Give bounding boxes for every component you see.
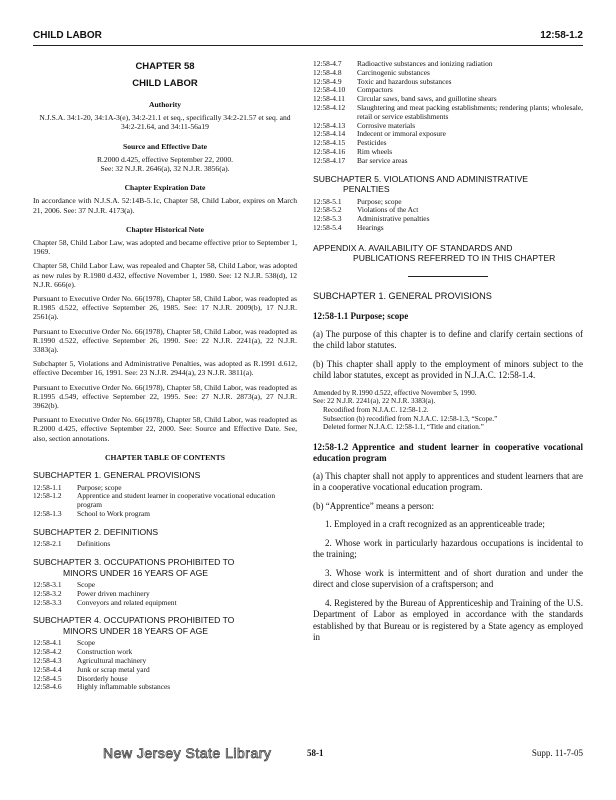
toc-item[interactable]: 12:58-3.2 Power driven machinery (33, 588, 150, 598)
toc-item[interactable]: 12:58-4.4 Junk or scrap metal yard (33, 664, 150, 674)
toc-item[interactable]: 12:58-4.17 Bar service areas (313, 155, 408, 165)
page-footer (33, 745, 583, 765)
expiration-text: In accordance with N.J.S.A. 52:14B-5.1c, Chapter 58, Child Labor, expires on March 21, 2006. See: 37 N.J.R. 4173(a). (33, 196, 297, 215)
toc-item[interactable]: 12:58-5.4 Hearings (313, 222, 384, 232)
section-paragraph: 3. Whose work is intermittent and of short duration and under the direct and close supervision of a craftsperson; and (313, 567, 583, 590)
toc-subchapter-title[interactable]: SUBCHAPTER 3. OCCUPATIONS PROHIBITED TO MINORS UNDER 16 YEARS OF AGE (33, 557, 235, 578)
section-paragraph: 1. Employed in a craft recognized as an apprenticeable trade; (325, 519, 545, 530)
toc-appendix[interactable]: APPENDIX A. AVAILABILITY OF STANDARDS AND PUBLICATIONS REFERRED TO IN THIS CHAPTER (313, 242, 556, 264)
running-header (33, 30, 583, 44)
history-note: Pursuant to Executive Order No. 66(1978), Chapter 58, Child Labor, was readopted as R.1990 d.522, effective September 26, 1990. See: 22 N.J.R. 2241(a), 22 N.J.R. 3383(a). (33, 326, 297, 355)
toc-item[interactable]: 12:58-4.1 Scope (33, 638, 96, 648)
supplement-date: Supp. 11-7-05 (531, 748, 583, 758)
source-heading: Source and Effective Date (122, 141, 207, 151)
section-12-58-1-1 (313, 311, 583, 382)
toc-item[interactable]: 12:58-4.14 Indecent or immoral exposure (313, 129, 446, 139)
authority-heading: Authority (148, 100, 182, 109)
toc-item[interactable]: 12:58-4.8 Carcinogenic substances (313, 67, 430, 77)
page-number: 58-1 (307, 748, 324, 758)
toc-item[interactable]: 12:58-4.6 Highly inflammable substances (33, 682, 171, 692)
toc-item[interactable]: 12:58-4.13 Corrosive materials (313, 120, 416, 130)
section-paragraph: (b) “Apprentice” means a person: (313, 500, 434, 511)
history-note: Pursuant to Executive Order No. 66(1978), Chapter 58, Child Labor, was readopted as R.1985 d.522, effective September 26, 1985. See: 17 N.J.R. 2009(b), 17 N.J.R. 2561(a). (33, 294, 297, 322)
header-rule (33, 45, 583, 46)
section-12-58-1-2 (313, 442, 583, 644)
toc-item[interactable]: 12:58-4.2 Construction work (33, 647, 133, 657)
history-note: Pursuant to Executive Order No. 66(1978), Chapter 58, Child Labor, was readopted as R.1995 d.549, effective September 22, 1995. See: 27 N.J.R. 2873(a), 27 N.J.R. 3962(b). (33, 382, 297, 411)
toc-item[interactable]: 12:58-1.2 Apprentice and student learner in cooperative vocational education program (33, 491, 276, 510)
history-note: Subchapter 5, Violations and Administrative Penalties, was adopted as R.1991 d.612, effective December 16, 1991. See: 23 N.J.R. 2944(a), 23 N.J.R. 3811(a). (33, 359, 297, 378)
section-paragraph: 2. Whose work in particularly hazardous occupations is incidental to the training; (313, 537, 583, 560)
toc-item[interactable]: 12:58-4.7 Radioactive substances and ionizing radiation (313, 59, 493, 68)
toc-item[interactable]: 12:58-4.9 Toxic and hazardous substances (313, 76, 452, 86)
toc-item[interactable]: 12:58-5.1 Purpose; scope (313, 196, 402, 206)
toc-subchapter-title[interactable]: SUBCHAPTER 2. DEFINITIONS (33, 526, 159, 537)
toc-heading: CHAPTER TABLE OF CONTENTS (105, 452, 225, 462)
right-column (313, 60, 583, 651)
section-paragraph: 4. Registered by the Bureau of Apprenticeship and Training of the U.S. Department of Labor as employed in accordance with the standards established by that Bureau or is registered by a State agency as employed in (313, 597, 583, 643)
toc-item[interactable]: 12:58-4.12 Slaughtering and meat packing establishments; rendering plants; wholesale, retail or service establishments (313, 102, 583, 121)
chapter-number: CHAPTER 58 (135, 61, 195, 72)
toc-item[interactable]: 12:58-4.11 Circular saws, band saws, and guillotine shears (313, 94, 497, 104)
toc-subchapter-3 (33, 557, 297, 607)
toc-item[interactable]: 12:58-1.3 School to Work program (33, 508, 150, 518)
toc-item[interactable]: 12:58-1.1 Purpose; scope (33, 482, 122, 492)
header-chapter-title: CHILD LABOR (33, 30, 102, 41)
section-paragraph: (b) This chapter shall apply to the employment of minors subject to the child labor statutes, except as provided in N.J.A.C. 12:58-1.4. (313, 358, 583, 381)
toc-item[interactable]: 12:58-4.3 Agricultural machinery (33, 656, 147, 666)
history-note: Chapter 58, Child Labor Law, was adopted and became effective prior to September 1, 1969. (33, 238, 297, 257)
section-paragraph: (a) The purpose of this chapter is to define and clarify certain sections of the child labor statutes. (313, 328, 583, 351)
toc-item[interactable]: 12:58-4.16 Rim wheels (313, 146, 393, 156)
section-title: 12:58-1.2 Apprentice and student learner in cooperative vocational education program (313, 441, 583, 464)
section-divider (408, 276, 488, 277)
section-paragraph: (a) This chapter shall not apply to apprentices and student learners that are in a cooperative vocational education program. (313, 470, 583, 493)
toc-item[interactable]: 12:58-4.10 Compactors (313, 85, 393, 95)
history-heading: Chapter Historical Note (126, 224, 204, 234)
source-line-1: R.2000 d.425, effective September 22, 2000. (96, 154, 234, 164)
library-watermark: New Jersey State Library (103, 745, 272, 761)
toc-item[interactable]: 12:58-2.1 Definitions (33, 539, 111, 549)
subchapter-1-heading: SUBCHAPTER 1. GENERAL PROVISIONS (313, 290, 492, 301)
toc-subchapter-1 (33, 470, 297, 519)
toc-subchapter-2 (33, 527, 297, 549)
toc-item[interactable]: 12:58-4.5 Disorderly house (33, 673, 128, 683)
toc-item[interactable]: 12:58-4.15 Pesticides (313, 138, 387, 148)
authority-text: N.J.S.A. 34:1-20, 34:1A-3(e), 34:2-21.1 et seq., specifically 34:2-21.57 et seq. and 34:2-21.64, and 34:11-56a19 (39, 113, 291, 132)
history-note: Chapter 58, Child Labor Law, was repealed and Chapter 58, Child Labor, was adopted as new rules by R.1980 d.432, effective November 1, 1980. See: 12 N.J.R. 538(d), 12 N.J.R. 666(e). (33, 261, 297, 289)
expiration-heading: Chapter Expiration Date (124, 183, 206, 193)
toc-subchapter-4 (33, 615, 297, 692)
toc-item[interactable]: 12:58-3.3 Conveyors and related equipment (33, 597, 177, 607)
history-note: Pursuant to Executive Order No. 66(1978), Chapter 58, Child Labor, was readopted as R.2000 d.425, effective September 22, 2000. See: Source and Effective Date. See, also, section annotations. (33, 415, 297, 443)
history-notes (33, 238, 297, 443)
toc-item[interactable]: 12:58-5.3 Administrative penalties (313, 214, 430, 224)
toc-subchapter-title[interactable]: SUBCHAPTER 1. GENERAL PROVISIONS (33, 470, 201, 481)
header-section-number: 12:58-1.2 (540, 30, 583, 41)
toc-subchapter-5 (313, 174, 583, 233)
source-line-2: See: 32 N.J.R. 2646(a), 32 N.J.R. 3856(a). (100, 164, 230, 174)
chapter-title: CHILD LABOR (132, 78, 198, 89)
section-title: 12:58-1.1 Purpose; scope (313, 311, 409, 322)
toc-continued (313, 60, 583, 166)
toc-item[interactable]: 12:58-5.2 Violations of the Act (313, 205, 419, 215)
toc-subchapter-title[interactable]: SUBCHAPTER 4. OCCUPATIONS PROHIBITED TO MINORS UNDER 18 YEARS OF AGE (33, 615, 235, 636)
toc-item[interactable]: 12:58-3.1 Scope (33, 580, 96, 590)
left-column (33, 60, 297, 692)
toc-subchapter-title[interactable]: SUBCHAPTER 5. VIOLATIONS AND ADMINISTRATIVE PENALTIES (313, 173, 529, 195)
section-annotation: Amended by R.1990 d.522, effective November 5, 1990. See: 22 N.J.R. 2241(a), 22 N.J.R. 3383(a). Recodified from N.J.A.C. 12:58-1.2. Subsection (b) recodified from N.J.A.C. 12:58-1.3, “Scope.” Deleted former N.J.A.C. 12:58-1.1, “Title and citation.” (313, 388, 498, 432)
